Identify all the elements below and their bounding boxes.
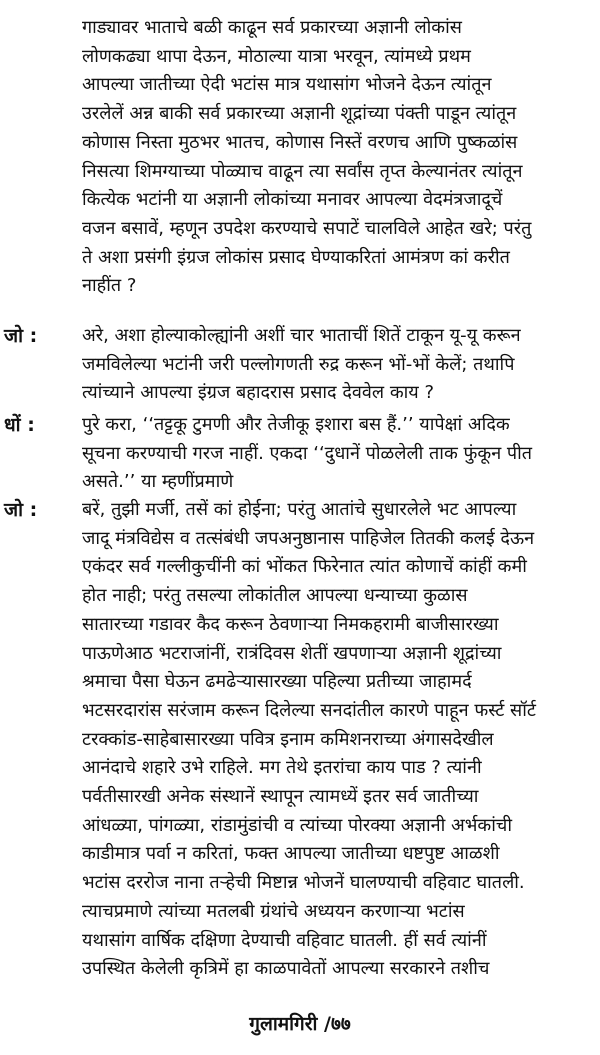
text-line: उरलेलें अन्न बाकी सर्व प्रकारच्या अज्ञानी शूद्रांच्या पंक्ती पाडून त्यांतून xyxy=(82,103,517,125)
text-line: सातारच्या गडावर कैद करून ठेवणाऱ्या निमकहरामी बाजीसारख्या xyxy=(82,613,499,635)
text-line: अरे, अशा होल्याकोल्ह्यांनी अशीं चार भाताचीं शितें टाकून यू-यू करून xyxy=(82,325,521,346)
text-line: श्रमाचा पैसा घेऊन ढमढेऱ्यासारख्या पहिल्या प्रतीच्या जाहामर्द xyxy=(82,671,472,693)
text-line: बरें, तुझी मर्जी, तसें कां होईना; परंतु आतांचे सुधारलेले भट आपल्या xyxy=(82,499,517,520)
page-footer: गुलामगिरी /७७ xyxy=(249,1013,351,1035)
text-line: कोणास निस्ता मुठभर भातच, कोणास निस्तें वरणच आणि पुष्कळांस xyxy=(82,131,518,153)
text-line: पुरे करा, ‘‘तट्टकू टुमणी और तेजीकू इशारा बस हैं.’’ यापेक्षां अदिक xyxy=(82,414,510,435)
text-line: जादू मंत्रविद्येस व तत्संबंधी जपअनुष्ठानास पाहिजेल तितकी कलई देऊन xyxy=(82,527,535,549)
text-line: आनंदाचे शहारे उभे राहिले. मग तेथे इतरांचा काय पाड ? त्यांनी xyxy=(82,757,482,779)
text-line: असते.’’ या म्हणींप्रमाणे xyxy=(82,471,234,493)
dialogue-block xyxy=(0,322,600,408)
text-line: पर्वतीसारखी अनेक संस्थानें स्थापून त्यामध्यें इतर सर्व जातीच्या xyxy=(82,786,479,807)
text-line: ते अशा प्रसंगी इंग्रज लोकांस प्रसाद घेण्याकरितां आमंत्रण कां करीत xyxy=(82,246,510,268)
text-line: आंधळ्या, पांगळ्या, रांडामुंडांची व त्यांच्या पोरक्या अज्ञानी अर्भकांची xyxy=(82,814,513,836)
speaker-label: धों : xyxy=(4,414,35,436)
speaker-label: जो : xyxy=(4,499,38,521)
text-line: जमविलेल्या भटांनी जरी पल्लोगणती रुद्र करून भों-भों केलें; तथापि xyxy=(82,353,515,375)
text-line: काडीमात्र पर्वा न करितां, फक्त आपल्या जातीच्या धष्टपुष्ट आळशी xyxy=(82,843,500,865)
dialogue-block xyxy=(0,411,600,497)
text-line: कित्येक भटांनी या अज्ञानी लोकांच्या मनावर आपल्या वेदमंत्रजादूचें xyxy=(82,189,503,211)
text-line: होत नाही; परंतु तसल्या लोकांतील आपल्या धन्याच्या कुळास xyxy=(82,585,468,607)
text-line: टरक्कांड-साहेबासारख्या पवित्र इनाम कमिशनराच्या अंगासदेखील xyxy=(82,728,494,750)
text-line: भटांस दररोज नाना तऱ्हेची मिष्टान्न भोजनें घालण्याची वहिवाट घातली. xyxy=(82,872,525,894)
text-line: लोणकढ्या थापा देऊन, मोठाल्या यात्रा भरवून, त्यांमध्ये प्रथम xyxy=(82,45,471,67)
speaker-label: जो : xyxy=(4,325,38,347)
dialogue-block xyxy=(0,496,600,984)
text-line: वजन बसावें, म्हणून उपदेश करण्याचे सपाटें चालविले आहेत खरे; परंतु xyxy=(82,217,532,239)
text-line: गाड्यावर भाताचे बळी काढून सर्व प्रकारच्या अज्ञानी लोकांस xyxy=(82,17,462,38)
text-line: त्याचप्रमाणे त्यांच्या मतलबी ग्रंथांचे अध्ययन करणाऱ्या भटांस xyxy=(82,900,465,922)
text-line: पाऊणेआठ भटराजांनीं, रात्रंदिवस शेतीं खपणाऱ्या अज्ञानी शूद्रांच्या xyxy=(82,642,502,664)
text-line: आपल्या जातीच्या ऐदी भटांस मात्र यथासांग भोजने देऊन त्यांतून xyxy=(82,74,492,96)
text-line: यथासांग वार्षिक दक्षिणा देण्याची वहिवाट घातली. हीं सर्व त्यांनीं xyxy=(82,929,487,951)
dialogue-block xyxy=(0,14,600,301)
text-line: सूचना करण्याची गरज नाहीं. एकदा ‘‘दुधानें पोळलेली ताक फुंकून पीत xyxy=(82,442,533,464)
text-line: त्यांच्याने आपल्या इंग्रज बहादरास प्रसाद देववेल काय ? xyxy=(82,382,435,404)
text-line: निसत्या शिमग्याच्या पोळ्याच वाढून त्या सर्वांस तृप्त केल्यानंतर त्यांतून xyxy=(82,160,523,182)
text-line: उपस्थित केलेली कृत्रिमें हा काळपावेतों आपल्या सरकारने तशीच xyxy=(82,958,490,980)
text-line: भटसरदारांस सरंजाम करून दिलेल्या सनदांतील कारणे पाहून फर्स्ट सॉर्ट xyxy=(82,699,536,721)
text-line: नाहींत ? xyxy=(82,275,137,297)
text-line: एकंदर सर्व गल्लीकुचींनी कां भोंकत फिरेनात त्यांत कोणाचें कांहीं कमी xyxy=(82,556,527,578)
